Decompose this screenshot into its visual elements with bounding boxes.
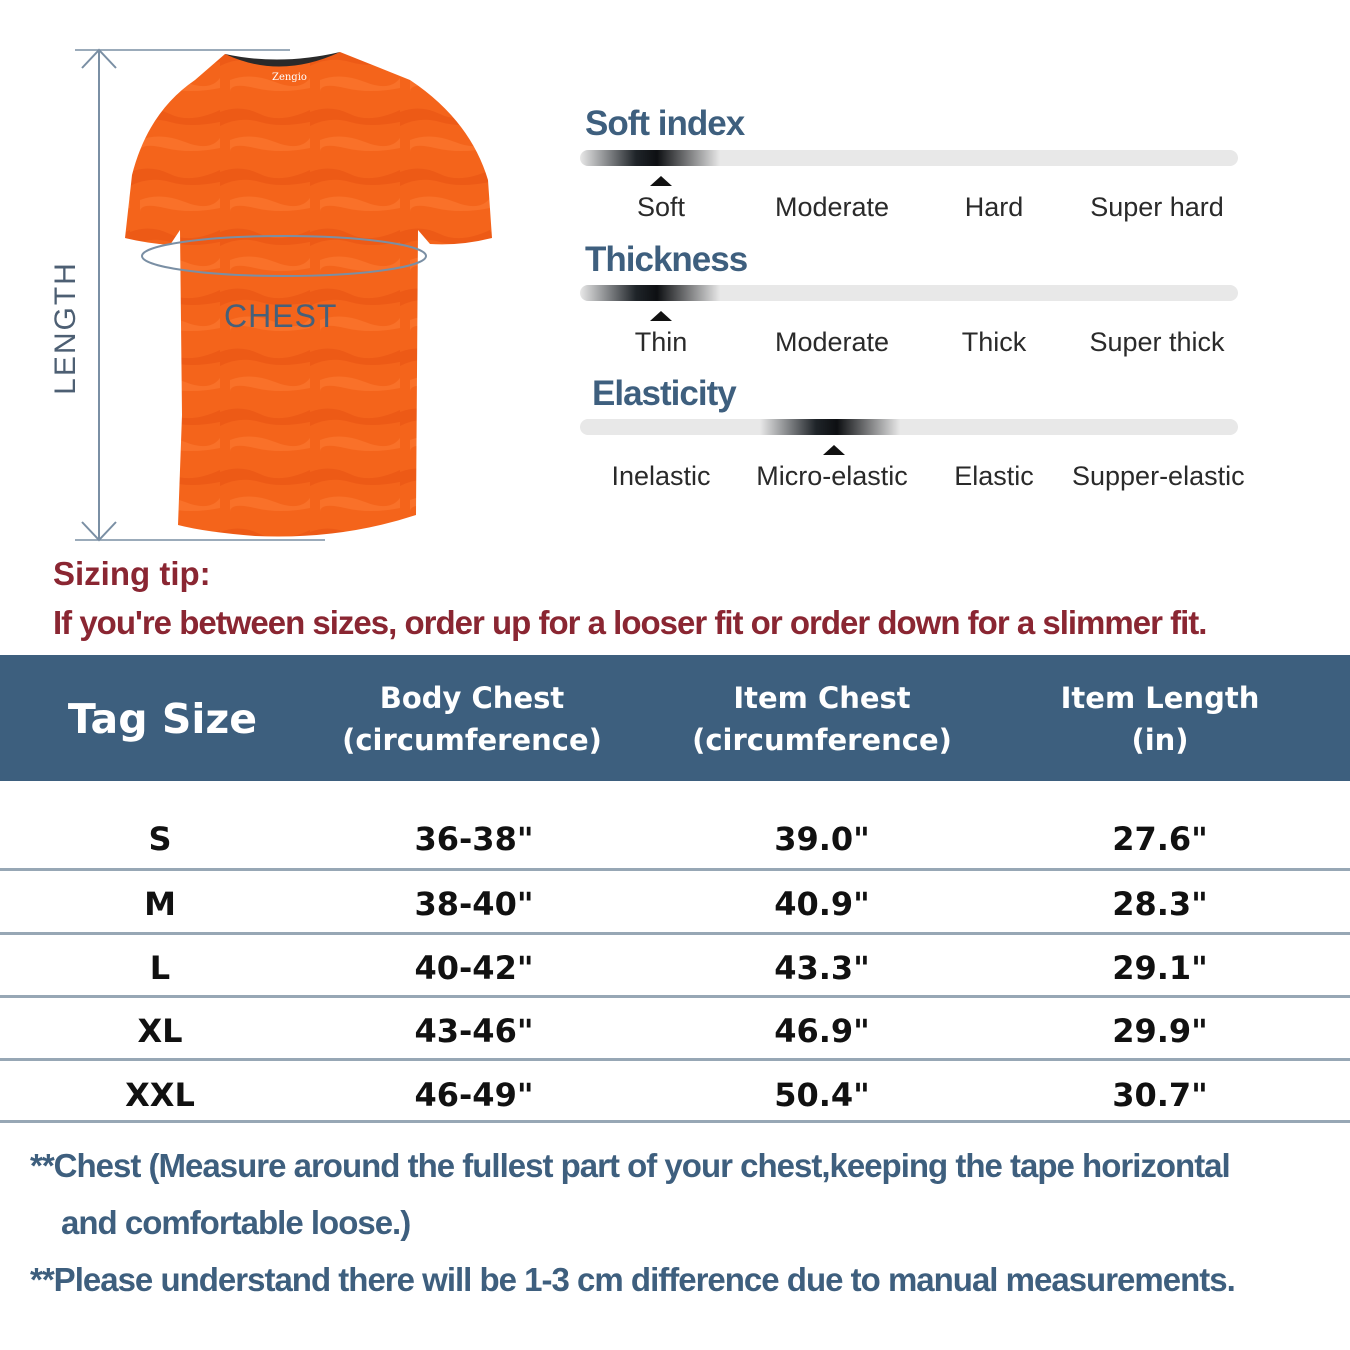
shirt-body <box>125 52 492 537</box>
header-item-length-line1: Item Length <box>1060 681 1260 715</box>
elasticity-label-supper-elastic: Supper-elastic <box>1072 461 1245 491</box>
thickness-label-thin: Thin <box>634 327 688 357</box>
soft-index-label-hard: Hard <box>964 192 1024 222</box>
length-label: LENGTH <box>49 261 82 395</box>
soft-index-bar <box>580 150 1238 166</box>
header-item-length <box>980 677 1340 761</box>
header-item-chest-line2: (circumference) <box>692 723 952 757</box>
row-divider <box>0 1058 1350 1061</box>
cell-item-length: 29.9" <box>1112 1012 1208 1050</box>
cell-item-length: 29.1" <box>1112 949 1208 987</box>
soft-index-label-soft: Soft <box>636 192 686 222</box>
table-row <box>0 871 1350 933</box>
thickness-marker-icon <box>650 311 672 321</box>
chest-note-line2: and comfortable loose.) <box>61 1204 411 1241</box>
cell-body-chest: 46-49" <box>414 1076 534 1114</box>
thickness-label-super-thick: Super thick <box>1089 327 1225 357</box>
chest-note-line1: **Chest (Measure around the fullest part of your chest,keeping the tape horizontal <box>30 1147 1230 1184</box>
table-row <box>0 1062 1350 1124</box>
soft-index-label-moderate: Moderate <box>774 192 890 222</box>
brand-tag: Zengio <box>272 72 307 83</box>
cell-size: L <box>149 949 171 987</box>
cell-item-chest: 43.3" <box>774 949 870 987</box>
row-divider <box>0 1120 1350 1123</box>
size-table-header <box>0 655 1350 781</box>
soft-index-title: Soft index <box>585 104 745 143</box>
header-body-chest-line1: Body Chest <box>379 681 565 715</box>
cell-item-chest: 40.9" <box>774 885 870 923</box>
soft-index-marker-icon <box>650 176 672 186</box>
elasticity-highlight <box>760 419 900 435</box>
table-row <box>0 998 1350 1060</box>
elasticity-label-inelastic: Inelastic <box>611 461 711 491</box>
sizing-tip-text: If you're between sizes, order up for a looser fit or order down for a slimmer fit. <box>53 604 1207 641</box>
elasticity-label-elastic: Elastic <box>954 461 1034 491</box>
header-item-chest-line1: Item Chest <box>733 681 911 715</box>
header-body-chest-line2: (circumference) <box>342 723 602 757</box>
cell-body-chest: 40-42" <box>414 949 534 987</box>
cell-item-length: 27.6" <box>1112 820 1208 858</box>
elasticity-bar <box>580 419 1238 435</box>
header-item-length-line2: (in) <box>1131 723 1189 757</box>
cell-body-chest: 43-46" <box>414 1012 534 1050</box>
cell-size: S <box>148 820 172 858</box>
cell-size: XXL <box>125 1076 195 1114</box>
header-item-chest <box>642 677 1002 761</box>
elasticity-label-micro-elastic: Micro-elastic <box>756 461 908 491</box>
thickness-highlight <box>580 285 720 301</box>
thickness-label-thick: Thick <box>961 327 1027 357</box>
thickness-label-moderate: Moderate <box>774 327 890 357</box>
table-row <box>0 806 1350 868</box>
table-row <box>0 935 1350 997</box>
soft-index-label-super-hard: Super hard <box>1090 192 1224 222</box>
cell-body-chest: 36-38" <box>414 820 534 858</box>
cell-item-chest: 50.4" <box>774 1076 870 1114</box>
elasticity-marker-icon <box>823 445 845 455</box>
cell-size: XL <box>137 1012 183 1050</box>
cell-size: M <box>144 885 176 923</box>
cell-item-chest: 46.9" <box>774 1012 870 1050</box>
chest-label: CHEST <box>224 298 338 334</box>
shirt-diagram <box>40 40 520 550</box>
soft-index-highlight <box>580 150 720 166</box>
header-body-chest <box>292 677 652 761</box>
sizing-tip-title: Sizing tip: <box>53 555 211 592</box>
measurement-difference-note: **Please understand there will be 1-3 cm difference due to manual measurements. <box>30 1261 1235 1298</box>
header-tag-size: Tag Size <box>67 695 258 743</box>
cell-body-chest: 38-40" <box>414 885 534 923</box>
elasticity-title: Elasticity <box>592 374 736 413</box>
thickness-title: Thickness <box>585 240 748 279</box>
cell-item-length: 30.7" <box>1112 1076 1208 1114</box>
thickness-bar <box>580 285 1238 301</box>
cell-item-chest: 39.0" <box>774 820 870 858</box>
cell-item-length: 28.3" <box>1112 885 1208 923</box>
